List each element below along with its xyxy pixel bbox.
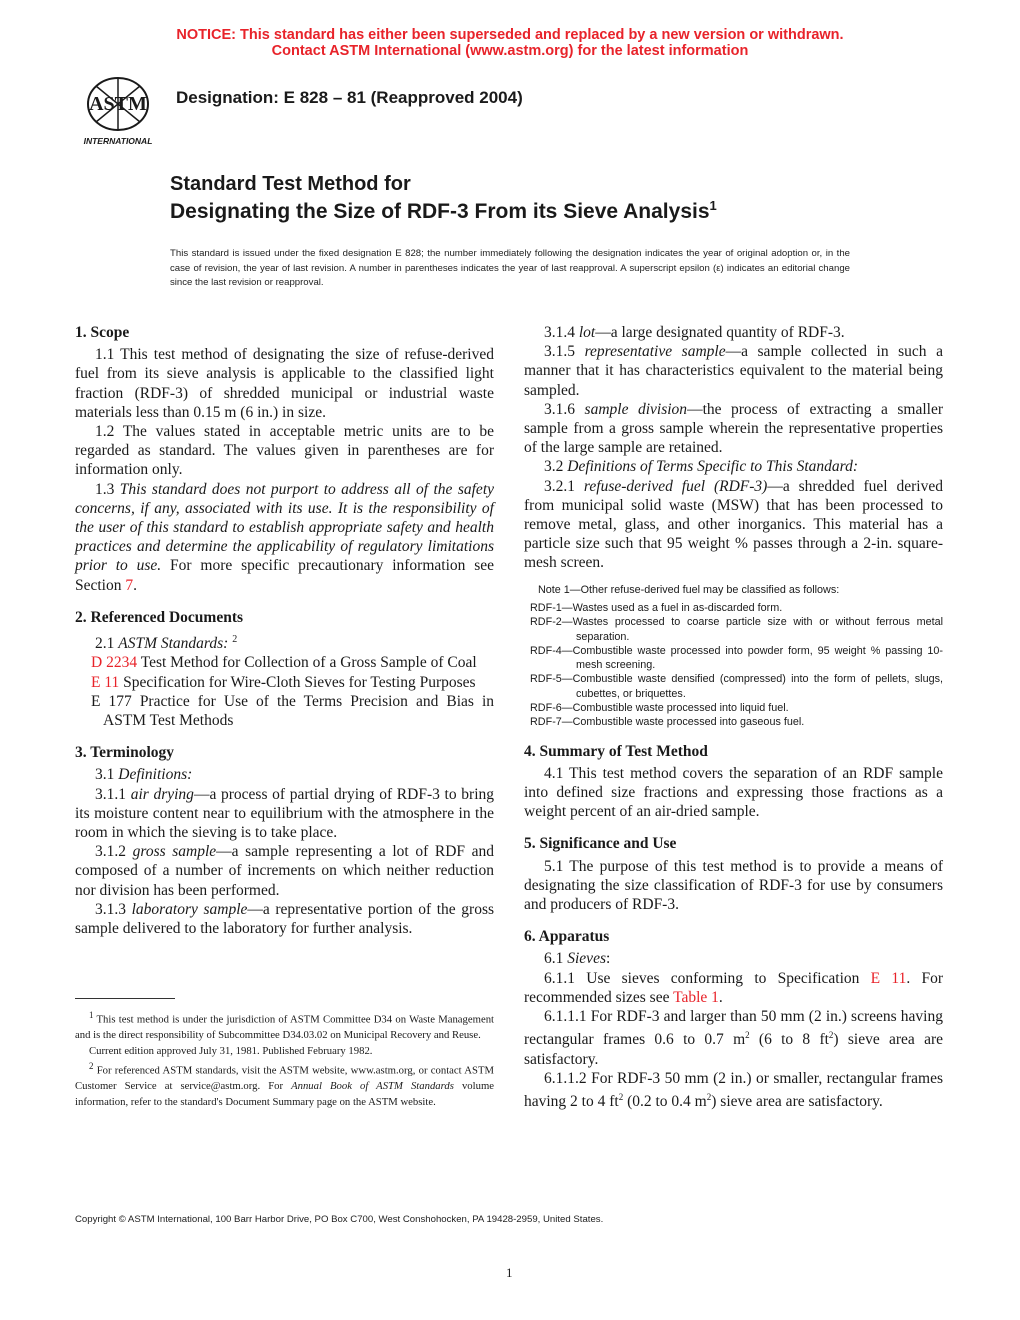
- notice-line-2: Contact ASTM International (www.astm.org) for the latest information: [271, 43, 749, 59]
- left-column: [75, 323, 494, 938]
- title-line-2: Designating the Size of RDF-3 From its Sieve Analysis$^1$: [170, 198, 717, 223]
- ref-e11: E 11 Specification for Wire-Cloth Sieves for Testing Purposes: [91, 673, 476, 691]
- para-6-1-1-2: 6.1.1.2 For RDF-3 50 mm (2 in.) or smaller, rectangular frames having 2 to 4 $ft^2$ (0.2 to 0.4 $m^2$) sieve area are satisfactory.: [524, 1069, 943, 1111]
- section-heading-significance: 5. Significance and Use: [524, 835, 677, 853]
- designation: Designation: E 828 – 81 (Reapproved 2004): [176, 88, 523, 107]
- astm-logo: [74, 74, 162, 150]
- title-line-1: Standard Test Method for: [170, 173, 411, 195]
- note-label: Note 1—Other refuse-derived fuel may be classified as follows:: [538, 583, 840, 596]
- footnote-1b: Current edition approved July 31, 1981. Published February 1982.: [89, 1044, 373, 1057]
- table-1-link[interactable]: Table 1: [673, 988, 719, 1006]
- def-rdf-3: 3.2.1 refuse-derived fuel (RDF-3)—a shredded fuel derived from municipal solid waste (MSW) that has been processed to remove metal, glass, and other inorganics. This material has a particle size such that 95 weight % passes through a 2-in. square-mesh screen.: [524, 477, 943, 572]
- para-1-2: 1.2 The values stated in acceptable metric units are to be regarded as standard. The values given in parentheses are for information only.: [75, 423, 494, 479]
- note-item: RDF-5—Combustible waste densified (compressed) into the form of pellets, slugs, cubettes, or briquettes.: [530, 673, 943, 700]
- ref-d2234: D 2234 Test Method for Collection of a Gross Sample of Coal: [91, 654, 477, 672]
- para-5-1: 5.1 The purpose of this test method is to provide a means of designating the size classification of RDF-3 for use by consumers and producers of RDF-3.: [524, 857, 943, 914]
- footnote-rule: [75, 998, 175, 999]
- para-6-1-1-1: 6.1.1.1 For RDF-3 and larger than 50 mm (2 in.) screens having rectangular frames 0.6 to 0.7 $m^2$ (6 to 8 $ft^2$) sieve area are satisfactory.: [524, 1008, 943, 1068]
- def-representative-sample: 3.1.5 representative sample—a sample collected in such a manner that it has characteristics equivalent to the material being sampled.: [524, 343, 943, 399]
- note-item: RDF-2—Wastes processed to coarse particle size with or without ferrous metal separation.: [530, 616, 943, 643]
- para-6-1: 6.1 Sieves:: [544, 950, 611, 968]
- para-6-1-1: 6.1.1 Use sieves conforming to Specification E 11. For recommended sizes see Table 1.: [524, 969, 943, 1006]
- section-7-link[interactable]: 7: [125, 576, 134, 594]
- note-item: RDF-7—Combustible waste processed into gaseous fuel.: [530, 716, 805, 729]
- ref-link-e11-spec[interactable]: E 11: [870, 969, 907, 987]
- logo-text: ASTM: [89, 93, 147, 115]
- section-heading-apparatus: 6. Apparatus: [524, 928, 610, 946]
- copyright: Copyright © ASTM International, 100 Barr Harbor Drive, PO Box C700, West Conshohocken, PA 19428-2959, United States.: [75, 1214, 604, 1225]
- def-air-drying: 3.1.1 air drying—a process of partial drying of RDF-3 to bring its moisture content near to equilibrium with the atmosphere in the room in which the sieving is to take place.: [75, 785, 494, 842]
- ref-e177: E 177 Practice for Use of the Terms Precision and Bias in ASTM Test Methods: [91, 692, 495, 730]
- right-column: [524, 323, 943, 1111]
- note-item: RDF-4—Combustible waste processed into powder form, 95 weight % passing 10-mesh screening.: [530, 644, 943, 672]
- para-2-1: 2.1 ASTM Standards: $^2$: [95, 634, 238, 653]
- def-laboratory-sample: 3.1.3 laboratory sample—a representative portion of the gross sample delivered to the laboratory for further analysis.: [75, 900, 495, 938]
- def-gross-sample: 3.1.2 gross sample—a sample representing a lot of RDF and composed of a number of increments on which neither reduction nor division has been performed.: [75, 843, 494, 899]
- footnote-2: $^2$ For referenced ASTM standards, visit the ASTM website, www.astm.org, or contact ASTM Customer Service at service@astm.org. For Annual Book of ASTM Standards volume information, refer to the standard's Document Summary page on the ASTM website.: [75, 1061, 495, 1108]
- section-heading-referenced: 2. Referenced Documents: [75, 608, 244, 626]
- note-1: [524, 583, 943, 730]
- note-item: RDF-6—Combustible waste processed into liquid fuel.: [530, 702, 789, 715]
- footnotes: [75, 1008, 494, 1110]
- issuance-note: This standard is issued under the fixed designation E 828; the number immediately following the designation indicates the year of original adoption or, in the case of revision, the year of last revision. A number in parentheses indicates the year of last reapproval. A superscript epsilon (ε) indicates an editorial change since the last revision or reapproval.: [170, 248, 850, 288]
- section-heading-scope: 1. Scope: [75, 324, 130, 341]
- para-4-1: 4.1 This test method covers the separation of an RDF sample into defined size fractions and expressing those fractions as a weight percent of an air-dried sample.: [524, 764, 943, 821]
- section-heading-summary: 4. Summary of Test Method: [524, 742, 708, 760]
- para-1-3: 1.3 This standard does not purport to address all of the safety concerns, if any, associated with its use. It is the responsibility of the user of this standard to establish appropriate safety and health practices and determine the applicability of regulatory limitations prior to use. For more specific precautionary information see Section 7.: [75, 480, 495, 594]
- para-3-2: 3.2 Definitions of Terms Specific to This Standard:: [544, 458, 859, 476]
- note-item: RDF-1—Wastes used as a fuel in as-discarded form.: [530, 601, 783, 614]
- page-number: 1: [506, 1265, 513, 1280]
- para-1-1: 1.1 This test method of designating the size of refuse-derived fuel from its sieve analysis is applicable to the classified light fraction (RDF-3) of shredded municipal or industrial waste materials less than 0.15 m (6 in.) in size.: [75, 346, 494, 421]
- para-3-1: 3.1 Definitions:: [95, 766, 193, 784]
- footnote-1: $^1$ This test method is under the jurisdiction of ASTM Committee D34 on Waste Management and is the direct responsibility of Subcommittee D34.03.02 on Municipal Recovery and Reuse.: [75, 1010, 495, 1042]
- logo-subtext: INTERNATIONAL: [83, 136, 153, 146]
- ref-link-e11[interactable]: E 11: [91, 673, 120, 691]
- def-sample-division: 3.1.6 sample division—the process of extracting a smaller sample from a gross sample wherein the representative properties of the large sample are retained.: [524, 400, 944, 457]
- ref-link-d2234[interactable]: D 2234: [91, 654, 138, 672]
- section-heading-terminology: 3. Terminology: [75, 744, 175, 762]
- def-lot: 3.1.4 lot—a large designated quantity of RDF-3.: [544, 324, 845, 341]
- notice-line-1: NOTICE: This standard has either been superseded and replaced by a new version or withdrawn.: [176, 27, 844, 43]
